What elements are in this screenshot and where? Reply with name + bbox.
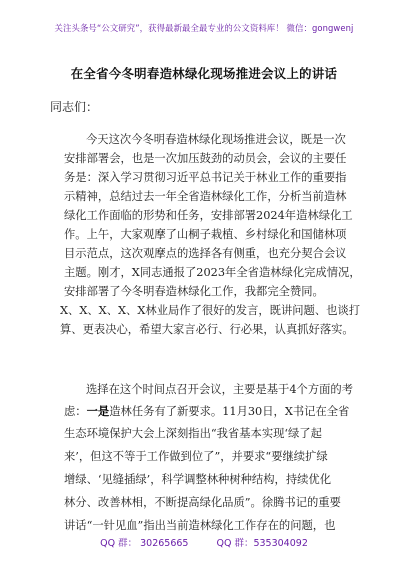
line-rest: 造林任务有了新要求。11月30日，X书记在全省	[109, 404, 350, 418]
paragraph-line: 安排部署了今冬明春造林绿化工作，我都完全赞同。	[64, 285, 324, 298]
footer-qq-2: QQ 群：535304092	[216, 538, 308, 549]
paragraph-line: 作。上午，大家观摩了山桐子栽植、乡村绿化和国储林项	[64, 228, 347, 241]
footer-qq-1: QQ 群： 30265665	[100, 538, 189, 549]
paragraph-line: 示精神，总结过去一年全省造林绿化工作，分析当前造林	[64, 190, 347, 203]
header-banner: 关注头条号“公文研究”，获得最新最全最专业的公文资料库！ 微信：gongwenj	[54, 23, 354, 33]
paragraph-line: 林分、改善林相，不断提高绿化品质”。徐腾书记的重要	[64, 496, 341, 509]
emphasis-text: 一是	[86, 403, 110, 418]
salutation: 同志们：	[50, 100, 99, 114]
paragraph-line: 增绿、‘见缝插绿’，科学调整林种树种结构，持续优化	[64, 473, 332, 486]
paragraph-line: 今天这次今冬明春造林绿化现场推进会议，既是一次	[86, 133, 346, 146]
paragraph-line: 安排部署会，也是一次加压鼓劲的动员会，会议的主要任	[64, 152, 347, 165]
paragraph-1	[60, 130, 361, 339]
paragraph-line: 务是：深入学习贯彻习近平总书记关于林业工作的重要指	[64, 171, 347, 184]
paragraph-line: 来’，但这不等于工作做到位了”，并要求“要继续扩绿	[64, 450, 328, 463]
paragraph-line: 选择在这个时间点召开会议，主要是基于4个方面的考	[86, 383, 354, 396]
paragraph-line: 讲话“一针见血”指出当前造林绿化工作存在的问题，也	[64, 519, 336, 532]
document-title: 在全省今冬明春造林绿化现场推进会议上的讲话	[70, 66, 338, 81]
paragraph-line: X、X、X、X、X林业局作了很好的发言，既讲问题、也谈打	[60, 304, 361, 317]
paragraph-line: 目示范点，这次观摩点的选择各有侧重，也充分契合会议	[64, 247, 347, 260]
paragraph-line: 生态环境保护大会上深刻指出“我省基本实现‘绿了起	[64, 427, 322, 440]
paragraph-line	[64, 401, 360, 423]
footer	[0, 535, 408, 549]
line-prefix: 虑：	[64, 404, 87, 418]
paragraph-line: 主题。刚才，X同志通报了2023年全省造林绿化完成情况，	[64, 266, 361, 279]
paragraph-line: 算、更表决心，希望大家言必行、行必果，认真抓好落实。	[60, 323, 354, 336]
paragraph-line: 绿化工作面临的形势和任务，安排部署2024年造林绿化工	[64, 209, 353, 222]
paragraph-2	[64, 379, 360, 537]
